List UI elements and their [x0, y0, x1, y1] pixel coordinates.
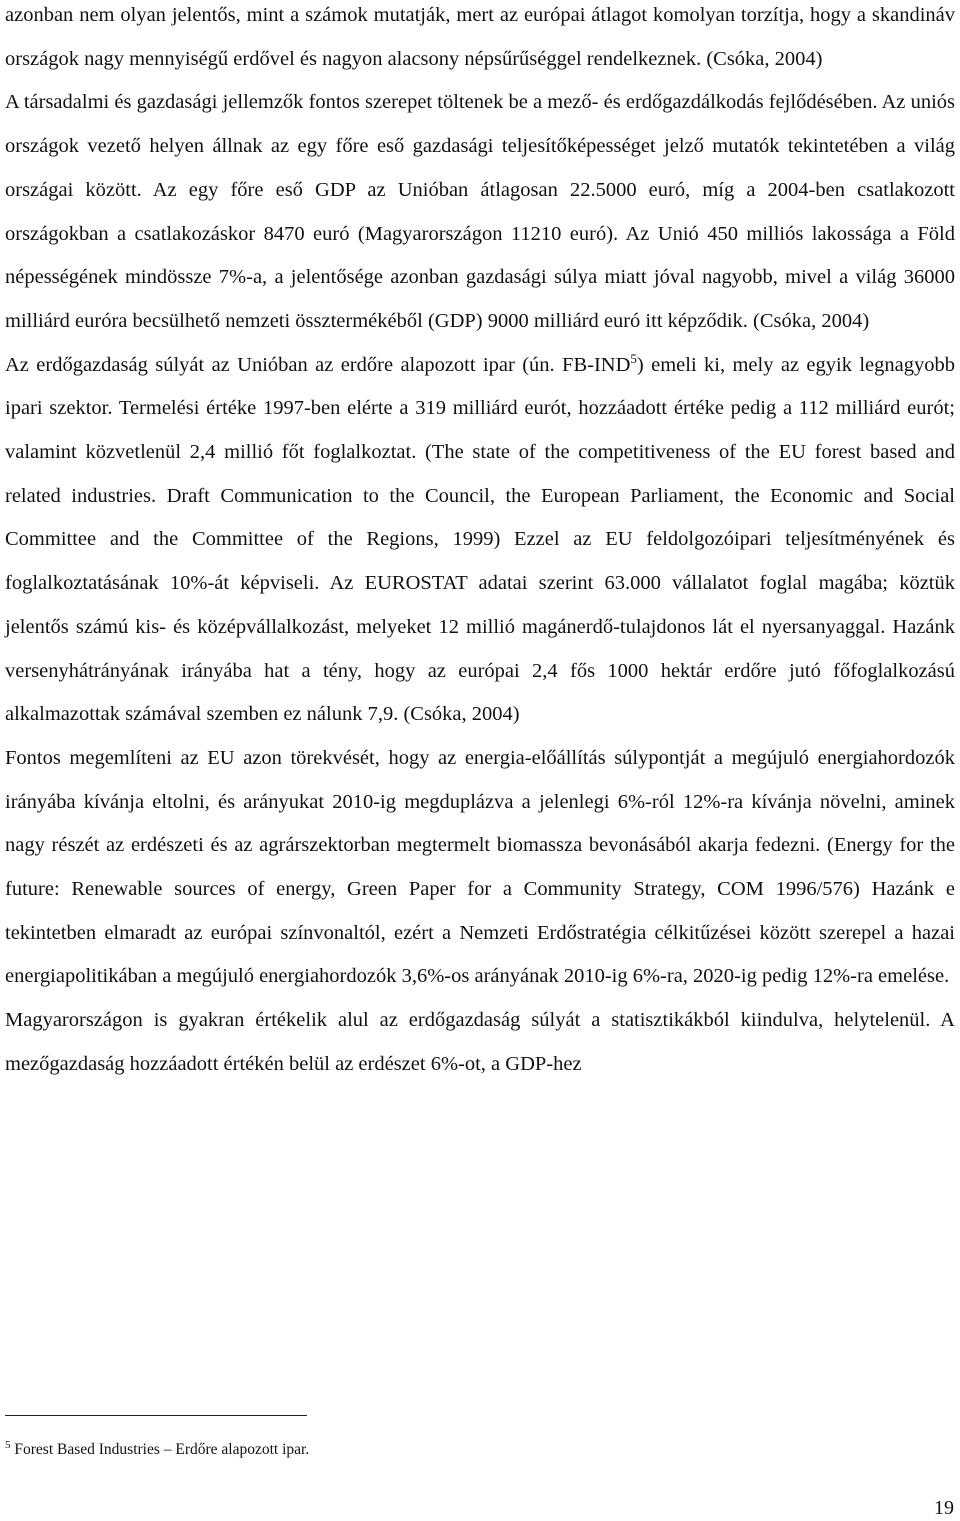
footnote-text: Forest Based Industries – Erdőre alapozott ipar. [14, 1441, 310, 1458]
footnote-number: 5 [5, 1439, 11, 1451]
footnote [5, 1439, 705, 1461]
footnote-separator [5, 1415, 307, 1416]
paragraph-3 [5, 344, 955, 737]
document-body [5, 0, 955, 1087]
page-number: 19 [934, 1497, 954, 1519]
paragraph-3-after-footnote: ) emeli ki, mely az egyik legnagyobb ipari szektor. Termelési értéke 1997-ben elérte a 319 milliárd eurót, hozzáadott értéke pedig a 112 milliárd eurót; valamint közvetlenül 2,4 millió főt foglalkoztat. (The state of the competitiveness of the EU forest based and related industries. Draft Communication to the Council, the European Parliament, the Economic and Social Committee and the Committee of the Regions, 1999) Ezzel az EU feldolgozóipari teljesítményének és foglalkoztatásának 10%-át képviseli. Az EUROSTAT adatai szerint 63.000 vállalatot foglal magába; köztük jelentős számú kis- és középvállalkozást, melyeket 12 millió magánerdő-tulajdonos lát el nyersanyaggal. Hazánk versenyhátrányának irányába hat a tény, hogy az európai 2,4 fős 1000 hektár erdőre jutó főfoglalkozású alkalmazottak számával szemben ez nálunk 7,9. (Csóka, 2004) [5, 353, 955, 726]
paragraph-1: azonban nem olyan jelentős, mint a számok mutatják, mert az európai átlagot komolyan torzítja, hogy a skandináv országok nagy mennyiségű erdővel és nagyon alacsony népsűrűséggel rendelkeznek. (Csóka, 2004) [5, 4, 955, 70]
paragraph-5: Magyarországon is gyakran értékelik alul az erdőgazdaság súlyát a statisztikákból kiindulva, helytelenül. A mezőgazdaság hozzáadott értékén belül az erdészet 6%-ot, a GDP-hez [5, 1009, 955, 1075]
paragraph-2: A társadalmi és gazdasági jellemzők fontos szerepet töltenek be a mező- és erdőgazdálkodás fejlődésében. Az uniós országok vezető helyen állnak az egy főre eső gazdasági teljesítőképességet jelző mutatók tekintetében a világ országai között. Az egy főre eső GDP az Unióban átlagosan 22.5000 euró, míg a 2004-ben csatlakozott országokban a csatlakozáskor 8470 euró (Magyarországon 11210 euró). Az Unió 450 milliós lakossága a Föld népességének mindössze 7%-a, a jelentősége azonban gazdasági súlya miatt jóval nagyobb, mivel a világ 36000 milliárd euróra becsülhető nemzeti össztermékéből (GDP) 9000 milliárd euró itt képződik. (Csóka, 2004) [5, 91, 955, 332]
footnote-reference: 5 [630, 350, 637, 366]
paragraph-4: Fontos megemlíteni az EU azon törekvését, hogy az energia-előállítás súlypontját a megújuló energiahordozók irányába kívánja eltolni, és arányukat 2010-ig megduplázva a jelenlegi 6%-ról 12%-ra kívánja növelni, aminek nagy részét az erdészeti és az agrárszektorban megtermelt biomassza bevonásából akarja fedezni. (Energy for the future: Renewable sources of energy, Green Paper for a Community Strategy, COM 1996/576) Hazánk e tekintetben elmaradt az európai színvonaltól, ezért a Nemzeti Erdőstratégia célkitűzései között szerepel a hazai energiapolitikában a megújuló energiahordozók 3,6%-os arányának 2010-ig 6%-ra, 2020-ig pedig 12%-ra emelése. [5, 746, 955, 988]
paragraph-3-before-footnote: Az erdőgazdaság súlyát az Unióban az erdőre alapozott ipar (ún. FB-IND [5, 353, 631, 376]
